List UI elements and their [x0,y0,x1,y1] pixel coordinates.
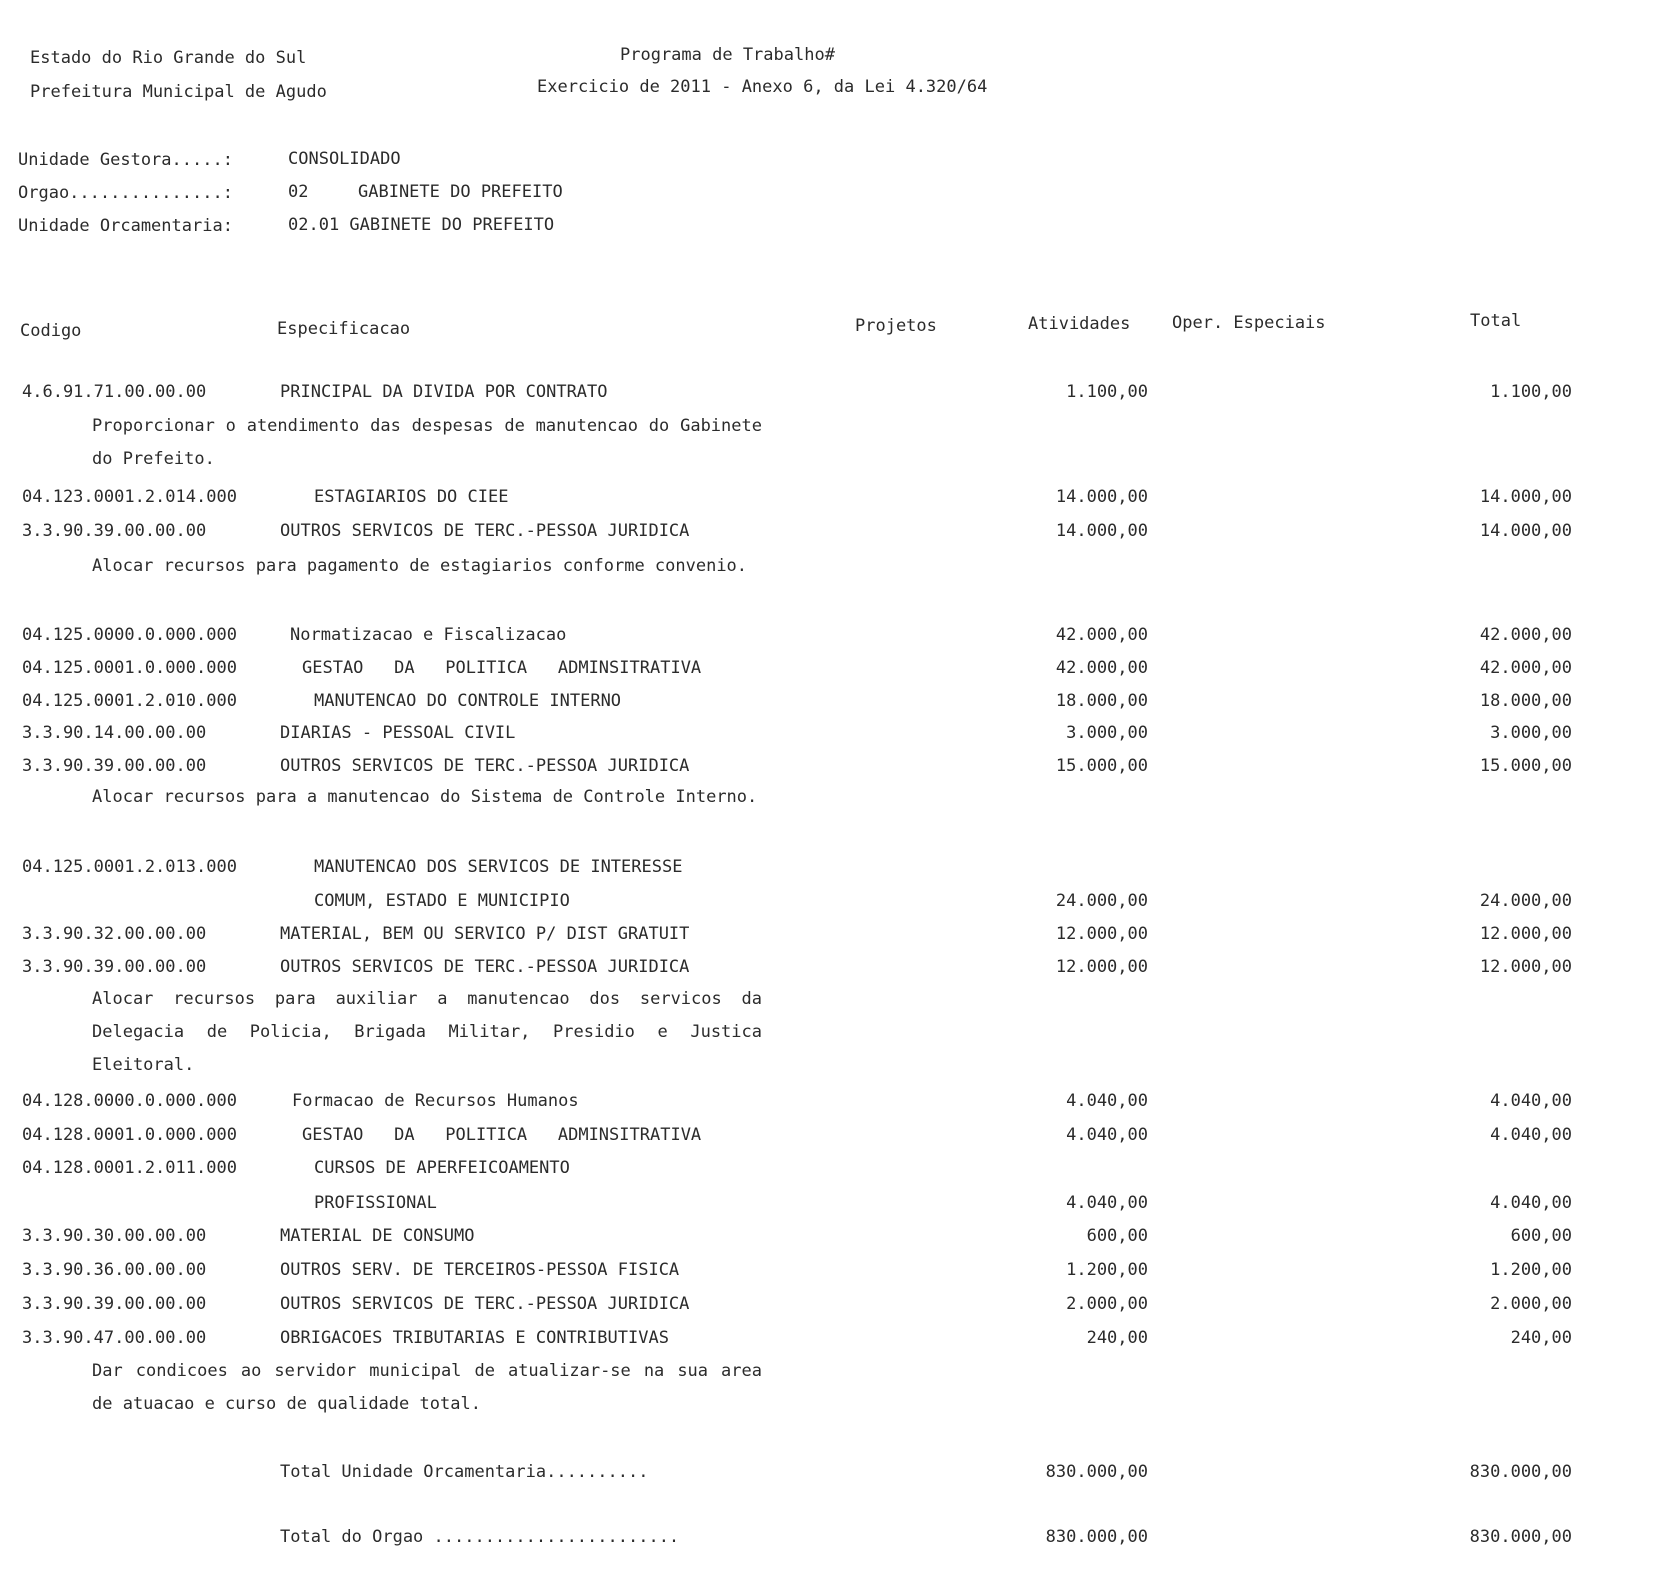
row-atividades: 3.000,00 [1066,723,1148,743]
orgao-name: GABINETE DO PREFEITO [358,182,563,202]
table-row [0,1259,1654,1281]
row-total: 12.000,00 [1479,957,1572,977]
row-spec: OUTROS SERV. DE TERCEIROS-PESSOA FISICA [280,1260,680,1280]
table-row [0,956,1654,978]
row-total: 1.200,00 [1490,1260,1572,1280]
row-total: 24.000,00 [1479,891,1572,911]
row-spec: OUTROS SERVICOS DE TERC.-PESSOA JURIDICA [280,957,690,977]
row-spec: GESTAO DA POLITICA ADMINSITRATIVA [302,1125,702,1145]
column-total: Total [1470,311,1522,331]
row-atividades: 1.100,00 [1066,382,1148,402]
row-atividades: 4.040,00 [1066,1091,1148,1111]
row-spec: OUTROS SERVICOS DE TERC.-PESSOA JURIDICA [280,756,690,776]
row-atividades: 42.000,00 [1055,625,1148,645]
row-spec: COMUM, ESTADO E MUNICIPIO [314,891,570,911]
row-spec: OUTROS SERVICOS DE TERC.-PESSOA JURIDICA [280,521,690,541]
row-spec: GESTAO DA POLITICA ADMINSITRATIVA [302,658,702,678]
unidade-orcamentaria-value: 02.01 GABINETE DO PREFEITO [288,215,555,235]
row-total: 1.100,00 [1490,382,1572,402]
row-atividades: 4.040,00 [1066,1125,1148,1145]
row-spec: Normatizacao e Fiscalizacao [290,625,567,645]
table-row [0,624,1654,646]
row-code: 3.3.90.47.00.00.00 [22,1328,207,1348]
total-orgao-atividades: 830.000,00 [1045,1527,1148,1547]
table-row [0,486,1654,508]
total-unidade-label: Total Unidade Orcamentaria.......... [280,1462,649,1482]
row-code: 04.128.0000.0.000.000 [22,1091,237,1111]
row-atividades: 15.000,00 [1055,756,1148,776]
table-row [0,657,1654,679]
table-row [0,722,1654,744]
total-unidade-atividades: 830.000,00 [1045,1462,1148,1482]
orgao-code: 02 [288,182,309,202]
table-row [0,1225,1654,1247]
table-row [0,923,1654,945]
row-total: 42.000,00 [1479,625,1572,645]
total-orgao-label: Total do Orgao ........................ [280,1527,680,1547]
row-code: 04.125.0001.2.010.000 [22,691,237,711]
unidade-orcamentaria-label: Unidade Orcamentaria: [18,216,233,236]
row-atividades: 18.000,00 [1055,691,1148,711]
row-total: 12.000,00 [1479,924,1572,944]
row-total: 4.040,00 [1490,1091,1572,1111]
row-total: 42.000,00 [1479,658,1572,678]
row-atividades: 12.000,00 [1055,924,1148,944]
row-spec: PRINCIPAL DA DIVIDA POR CONTRATO [280,382,608,402]
row-code: 4.6.91.71.00.00.00 [22,382,207,402]
row-total: 3.000,00 [1490,723,1572,743]
total-orgao-total: 830.000,00 [1469,1527,1572,1547]
row-spec: CURSOS DE APERFEICOAMENTO [314,1158,570,1178]
row-spec: PROFISSIONAL [314,1193,437,1213]
table-row [0,1157,1654,1179]
row-atividades: 24.000,00 [1055,891,1148,911]
row-total: 4.040,00 [1490,1193,1572,1213]
row-atividades: 1.200,00 [1066,1260,1148,1280]
row-spec: DIARIAS - PESSOAL CIVIL [280,723,516,743]
table-row [0,1327,1654,1349]
row-atividades: 42.000,00 [1055,658,1148,678]
row-total: 15.000,00 [1479,756,1572,776]
row-total: 4.040,00 [1490,1125,1572,1145]
row-total: 14.000,00 [1479,487,1572,507]
column-codigo: Codigo [20,321,82,341]
table-row [0,1124,1654,1146]
column-oper-especiais: Oper. Especiais [1172,313,1326,333]
total-unidade-row [0,1461,1654,1483]
row-spec: Formacao de Recursos Humanos [292,1091,579,1111]
row-total: 14.000,00 [1479,521,1572,541]
row-description: Dar condicoes ao servidor municipal de atualizar-se na sua area de atuacao e curso de qualidade total. [92,1361,762,1414]
table-row [0,1192,1654,1214]
unidade-gestora-label: Unidade Gestora.....: [18,150,233,170]
column-atividades: Atividades [1028,314,1131,334]
row-code: 04.125.0001.2.013.000 [22,857,237,877]
table-row [0,1293,1654,1315]
row-spec: MATERIAL DE CONSUMO [280,1226,475,1246]
row-spec: MATERIAL, BEM OU SERVICO P/ DIST GRATUIT [280,924,690,944]
row-code: 3.3.90.39.00.00.00 [22,756,207,776]
row-atividades: 600,00 [1086,1226,1148,1246]
row-code: 3.3.90.14.00.00.00 [22,723,207,743]
row-description: Alocar recursos para a manutencao do Sistema de Controle Interno. [92,787,758,807]
row-atividades: 240,00 [1086,1328,1148,1348]
total-orgao-row [0,1526,1654,1548]
table-row [0,381,1654,403]
table-row [0,856,1654,878]
row-description: Alocar recursos para auxiliar a manutencao dos servicos da Delegacia de Policia, Brigada Militar, Presidio e Justica Eleitoral. [92,989,762,1075]
row-spec: MANUTENCAO DOS SERVICOS DE INTERESSE [314,857,683,877]
row-atividades: 2.000,00 [1066,1294,1148,1314]
row-code: 3.3.90.36.00.00.00 [22,1260,207,1280]
row-spec: MANUTENCAO DO CONTROLE INTERNO [314,691,622,711]
row-spec: OUTROS SERVICOS DE TERC.-PESSOA JURIDICA [280,1294,690,1314]
row-code: 3.3.90.39.00.00.00 [22,521,207,541]
row-atividades: 12.000,00 [1055,957,1148,977]
state-name: Estado do Rio Grande do Sul [30,48,307,68]
column-projetos: Projetos [855,316,937,336]
table-row [0,690,1654,712]
table-row [0,1090,1654,1112]
row-description: Alocar recursos para pagamento de estagiarios conforme convenio. [92,556,748,576]
row-code: 3.3.90.39.00.00.00 [22,1294,207,1314]
table-row [0,755,1654,777]
row-total: 240,00 [1510,1328,1572,1348]
row-total: 18.000,00 [1479,691,1572,711]
row-spec: OBRIGACOES TRIBUTARIAS E CONTRIBUTIVAS [280,1328,669,1348]
row-code: 3.3.90.32.00.00.00 [22,924,207,944]
row-code: 04.123.0001.2.014.000 [22,487,237,507]
row-code: 04.125.0001.0.000.000 [22,658,237,678]
row-code: 04.125.0000.0.000.000 [22,625,237,645]
unidade-gestora-value: CONSOLIDADO [288,149,401,169]
column-especificacao: Especificacao [277,319,411,339]
row-atividades: 4.040,00 [1066,1193,1148,1213]
row-total: 2.000,00 [1490,1294,1572,1314]
row-code: 04.128.0001.0.000.000 [22,1125,237,1145]
orgao-label: Orgao...............: [18,183,233,203]
row-atividades: 14.000,00 [1055,487,1148,507]
prefecture-name: Prefeitura Municipal de Agudo [30,82,327,102]
row-code: 3.3.90.39.00.00.00 [22,957,207,977]
program-title: Programa de Trabalho# [620,45,835,65]
table-row [0,520,1654,542]
row-spec: ESTAGIARIOS DO CIEE [314,487,509,507]
exercise-subtitle: Exercicio de 2011 - Anexo 6, da Lei 4.320/64 [537,77,988,97]
row-description: Proporcionar o atendimento das despesas de manutencao do Gabinete do Prefeito. [92,416,762,469]
row-atividades: 14.000,00 [1055,521,1148,541]
total-unidade-total: 830.000,00 [1469,1462,1572,1482]
row-code: 3.3.90.30.00.00.00 [22,1226,207,1246]
row-code: 04.128.0001.2.011.000 [22,1158,237,1178]
row-total: 600,00 [1510,1226,1572,1246]
table-row [0,890,1654,912]
